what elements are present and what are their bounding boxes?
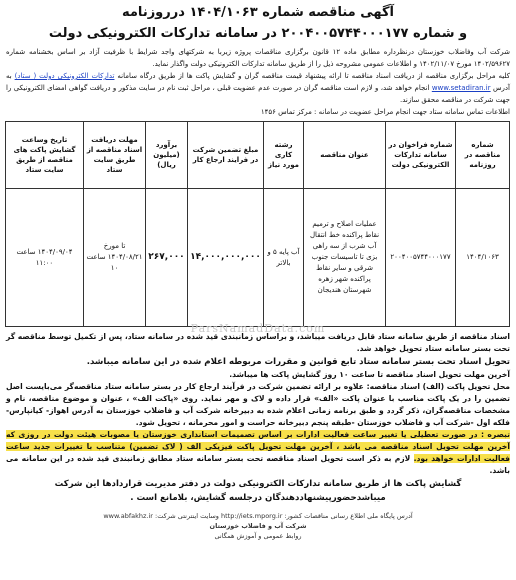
procedure-text-a: کلیه مراحل برگزاری مناقصه از دریافت اسناد مناقصه تا ارائه پیشنهاد قیمت مناقصه گران و گشایش پاکت ها از طریق درگاه سامانه — [117, 72, 510, 80]
cell-estimate: ۲۶۷,۰۰۰ — [146, 189, 188, 327]
cell-deadline: تا مورخ ۱۴۰۴/۰۸/۲۱ ساعت ۱۰ — [84, 189, 146, 327]
note-rest: لازم به ذکر است تحویل اسناد مناقصه تحت بستر سامانه ستاد مطابق زمانبندی قید شده در این سامانه می باشد. — [6, 454, 510, 475]
setad-url-link[interactable]: www.setadiran.ir — [431, 84, 491, 92]
col-header-field: رشته کاری مورد نیاز — [264, 122, 304, 189]
cell-newspaper-number: ۱۴۰۴/۱۰۶۳ — [456, 189, 510, 327]
watermark: ParsNamadData.com — [190, 322, 326, 335]
col-header-setad-number: شماره فراخوان در سامانه تدارکات الکترونیکی دولت — [386, 122, 456, 189]
intro-paragraph: شرکت آب وفاضلاب خوزستان درنظرداره مطابق ماده ۱۲ قانون برگزاری مناقصات پروژه زیربا به شرکتهای واجد شرایط با ظرفیت آزاد بر اساس بخشنامه شماره ۱۴۰۲/۵۹۶۲۷ مورخ ۱۴۰۲/۱۱/۰۷ و اطلاعات عمومی مشروحه ذیل را از طریق سامانه تدارکات الکترونیکی دولت واگذار نماید. — [6, 48, 510, 68]
setad-link-text[interactable]: تدارکات الکترونیکی دولت ( ستاد) — [14, 72, 115, 80]
note-paragraph — [6, 429, 510, 477]
col-header-estimate: برآورد (میلیون ریال) — [146, 122, 188, 189]
table-header-row — [6, 122, 510, 189]
tender-notice — [6, 4, 510, 572]
procedure-text-c: انجام خواهد شد، و لازم است مناقصه گران در صورت عدم عضویت قبلی ، مراحل ثبت نام در سایت مذکور و دریافت گواهی امضای الکترونیکی را جهت شرکت در مناقصه محقق سازند. — [6, 84, 510, 104]
envelope-a-paragraph: محل تحویل پاکت (الف) اسناد مناقصه: علاوه بر ارائه تضمین شرکت در فرآیند ارجاع کار در بستر سامانه ستاد مناقصه‌گر می‌بایست اصل تضمین را در یک پاکت مناسب با عنوان پاکت «الف» قرار داده و لاک و مهر نماید. روی «پاکت الف» ، عنوان و موضوع مناقصه، نام و مشخصات مناقصه‌گران، ذکر گردد و طبق برنامه زمانی اعلام شده به دبیرخانه شرکت آب و فاضلاب خوزستان به آدرس اهواز- کیانپارس- فلکه اول -شرکت آب و فاضلاب خوزستان -طبقه پنجم دبیرخانه حراست و امور محرمانه ، تحویل شود. — [6, 382, 510, 427]
footer-department: روابط عمومی و آموزش همگانی — [214, 532, 302, 540]
tender-table — [5, 121, 510, 327]
cell-guarantee: ۱۴,۰۰۰,۰۰۰,۰۰۰ — [188, 189, 264, 327]
note-highlight: تبصره : در صورت تعطیلی یا تغییر ساعت فعالیت ادارات بر اساس تصمیمات استانداری خوزستان یا مصوبات هیئت دولت در روزی که آخرین مهلت تحویل اسناد مناقصه می باشد ، آخرین مهلت تحویل پاکت فیزیکی الف ( لاک تضمین) متناسب با تغییرات جدید ساعت فعالیت ادارات خواهد بود. — [6, 430, 510, 463]
col-header-title: عنوان مناقصه — [304, 122, 386, 189]
cell-opening: ۱۴۰۴/۰۹/۰۴ ساعت ۱۱:۰۰ — [6, 189, 84, 327]
footer — [6, 511, 510, 541]
col-header-newspaper-number: شماره مناقصه در روزنامه — [456, 122, 510, 189]
docs-receipt-paragraph: اسناد مناقصه از طریق سامانه ستاد قابل دریافت میباشد، و براساس زمانبندی قید شده در سامانه ستاد، پس از تکمیل توسط مناقصه گر تحت بستر سامانه ستاد تحویل خواهد شد. — [6, 332, 510, 353]
final-deadline-paragraph: آخرین مهلت تحویل اسناد مناقصه تا ساعت ۱۰ روز گشایش پاکت ها میباشد. — [229, 370, 510, 379]
footer-company: شرکت آب و فاضلاب خوزستان — [209, 522, 307, 530]
table-row — [6, 189, 510, 327]
cell-title: عملیات اصلاح و ترمیم نقاط پراکنده خط انتقال آب شرب از سه راهی بزی تا تاسیسات جنوب شرقی و سایر نقاط پراکنده شهر زهره شهرستان هندیجان — [304, 189, 386, 327]
col-header-opening: تاریخ وساعت گشایش پاکت های مناقصه از طریق سایت ستاد — [6, 122, 84, 189]
procedure-paragraph — [6, 70, 510, 106]
contact-info: اطلاعات تماس سامانه ستاد جهت انجام مراحل عضویت در سامانه : مرکز تماس ۱۴۵۶ — [260, 108, 510, 116]
footer-addresses: آدرس پایگاه ملی اطلاع رسانی مناقصات کشور: http://iets.mporg.ir وسایت اینترنتی شرکت: www.abfakhz.ir — [103, 512, 413, 520]
notice-subtitle: و شماره ۲۰۰۴۰۰۵۷۴۴۰۰۰۱۷۷ در سامانه تدارکات الکترونیکی دولت — [48, 26, 468, 41]
col-header-deadline: مهلت دریافت اسناد مناقصه از طریق سایت ستاد — [84, 122, 146, 189]
procedure-text-b: به آدرس — [6, 72, 510, 92]
cell-setad-number: ۲۰۰۴۰۰۵۷۴۴۰۰۰۱۷۷ — [386, 189, 456, 327]
docs-delivery-paragraph: تحویل اسناد تحت بستر سامانه ستاد تابع قوانین و مقررات مربوطه اعلام شده در این سامانه میباشد. — [86, 357, 510, 367]
col-header-guarantee: مبلغ تضمین شرکت در فرایند ارجاع کار — [188, 122, 264, 189]
cell-field: آب پایه ۵ و بالاتر — [264, 189, 304, 327]
notice-title: آگهی مناقصه شماره ۱۴۰۴/۱۰۶۳ درروزنامه — [122, 5, 394, 20]
opening-paragraph: گشایش پاکت ها از طریق سامانه تدارکات الکترونیکی دولت در دفتر مدیریت قراردادها این شرکت میباشدحضورپیشنهاددهندگان درجلسه گشایش، بلامانع است . — [54, 479, 462, 503]
